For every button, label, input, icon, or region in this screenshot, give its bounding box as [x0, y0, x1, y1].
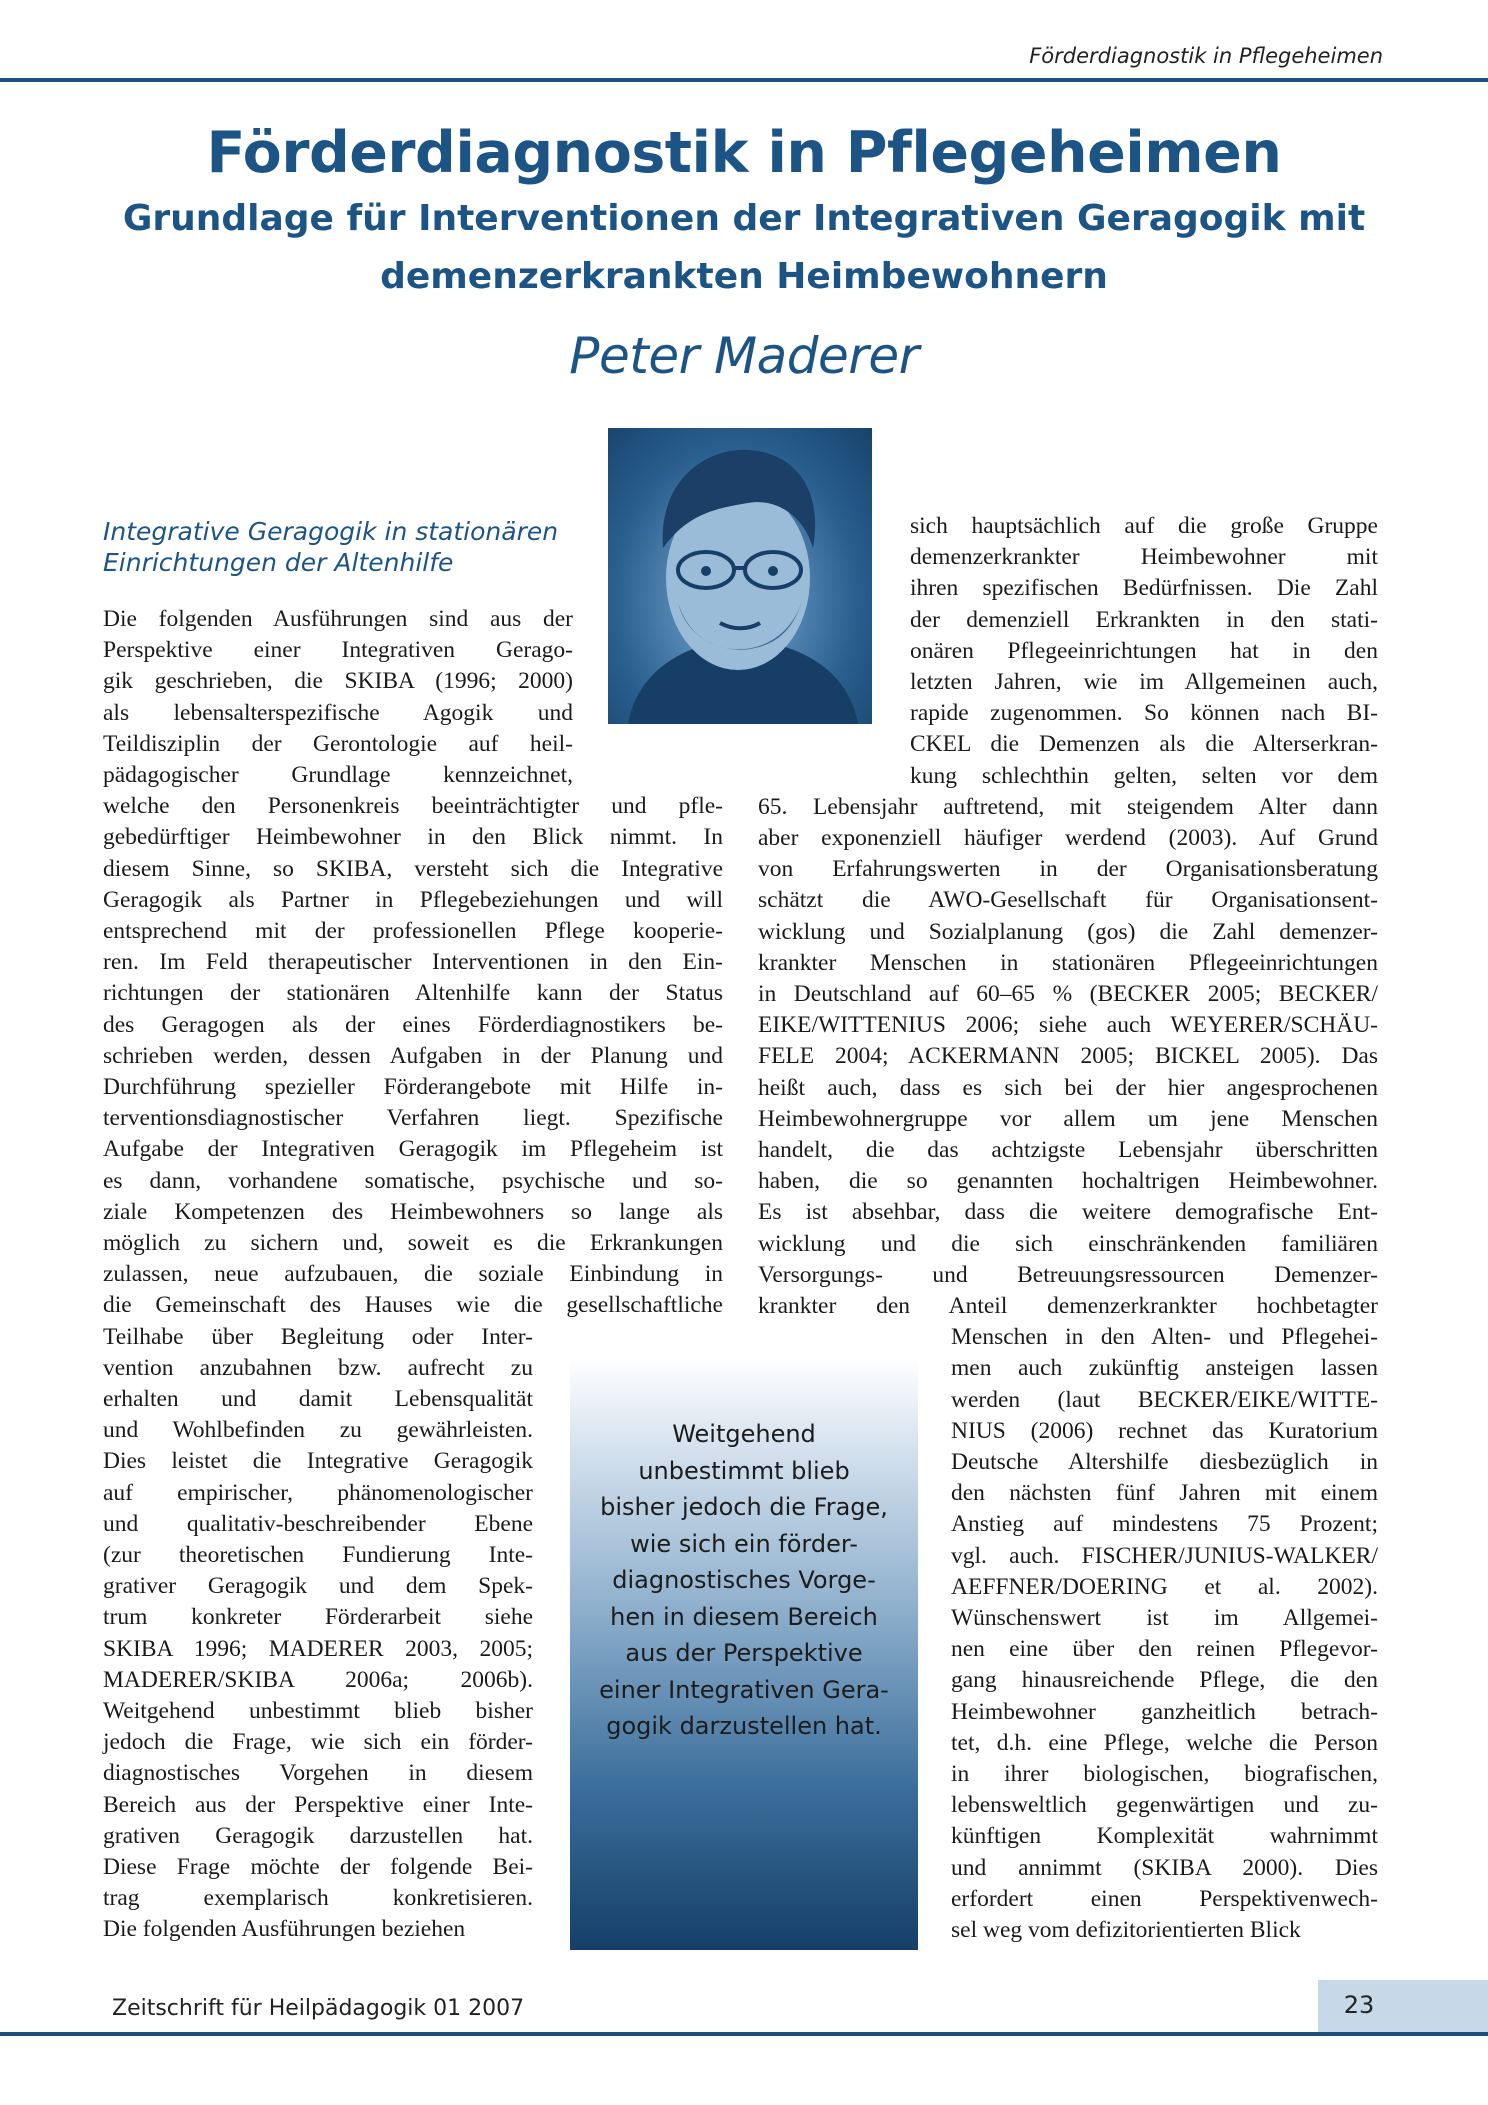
- text-line: AEFFNER/DOERING et al. 2002).: [951, 1573, 1378, 1600]
- text-line: die Gemeinschaft des Hauses wie die gesellschaftliche: [103, 1292, 723, 1319]
- text-line: Heimbewohner ganzheitlich betrach-: [951, 1698, 1378, 1725]
- text-line: pädagogischer Grundlage kennzeichnet,: [103, 762, 573, 788]
- text-line: auf empirischer, phänomenologischer: [103, 1479, 533, 1506]
- text-line: erfordert einen Perspektivenwech-: [951, 1885, 1378, 1912]
- text-line: gang hinausreichende Pflege, die den: [951, 1667, 1378, 1694]
- section-heading: [103, 516, 573, 578]
- text-line: Versorgungs- und Betreuungsressourcen Demenzer-: [758, 1261, 1378, 1288]
- text-line: möglich zu sichern und, soweit es die Erkrankungen: [103, 1230, 723, 1256]
- text-line: und qualitativ-beschreibender Ebene: [103, 1510, 533, 1537]
- text-line: und Wohlbefinden zu gewährleisten.: [103, 1417, 533, 1444]
- pull-quote-line: wie sich ein förder-: [630, 1529, 858, 1558]
- pull-quote-line: aus der Perspektive: [625, 1639, 863, 1667]
- author-portrait: [608, 428, 872, 724]
- text-line: gik geschrieben, die SKIBA (1996; 2000): [103, 668, 573, 695]
- text-line: jedoch die Frage, wie sich ein förder-: [103, 1729, 533, 1756]
- text-line: schrieben werden, dessen Aufgaben in der Planung und: [103, 1042, 723, 1069]
- text-line: terventionsdiagnostischer Verfahren liegt. Spezifische: [103, 1105, 723, 1132]
- header-rule: [0, 78, 1488, 82]
- text-line: tet, d.h. eine Pflege, welche die Person: [951, 1729, 1378, 1756]
- text-line: FELE 2004; ACKERMANN 2005; BICKEL 2005). Das: [758, 1043, 1378, 1070]
- text-line: letzten Jahren, wie im Allgemeinen auch,: [910, 669, 1378, 695]
- section-heading-line: Integrative Geragogik in stationären: [103, 517, 559, 546]
- text-line: handelt, die das achtzigste Lebensjahr überschritten: [758, 1137, 1378, 1163]
- text-line: in Deutschland auf 60–65 % (BECKER 2005; BECKER/: [758, 981, 1378, 1007]
- text-line: entsprechend mit der professionellen Pflege kooperie-: [103, 918, 723, 944]
- text-line: ziale Kompetenzen des Heimbewohners so lange als: [103, 1198, 723, 1225]
- text-line: erhalten und damit Lebensqualität: [103, 1386, 533, 1412]
- text-line: Heimbewohnergruppe vor allem um jene Menschen: [758, 1105, 1378, 1132]
- text-line: (zur theoretischen Fundierung Inte-: [103, 1542, 533, 1568]
- text-line: den nächsten fünf Jahren mit einem: [951, 1480, 1378, 1507]
- text-line: krankter den Anteil demenzerkrankter hochbetagter: [758, 1293, 1378, 1319]
- text-line: Deutsche Altershilfe diesbezüglich in: [951, 1449, 1378, 1475]
- text-line: Wünschenswert ist im Allgemei-: [951, 1605, 1378, 1631]
- text-line: von Erfahrungswerten in der Organisationsberatung: [758, 856, 1378, 883]
- main-title: Förderdiagnostik in Pflegeheimen: [206, 120, 1282, 186]
- text-line: demenzerkrankter Heimbewohner mit: [910, 544, 1378, 571]
- journal-footer: Zeitschrift für Heilpädagogik 01 2007: [112, 1996, 525, 2021]
- text-line: men auch zukünftig ansteigen lassen: [951, 1355, 1378, 1382]
- author-name: Peter Maderer: [569, 327, 919, 385]
- pull-quote-line: unbestimmt blieb: [638, 1456, 850, 1485]
- text-line: trum konkreter Förderarbeit siehe: [103, 1604, 533, 1631]
- text-line: Weitgehend unbestimmt blieb bisher: [103, 1698, 533, 1724]
- text-line: ihren spezifischen Bedürfnissen. Die Zahl: [910, 575, 1378, 602]
- text-line: Diese Frage möchte der folgende Bei-: [103, 1854, 533, 1880]
- text-line: kung schlechthin gelten, selten vor dem: [910, 762, 1378, 789]
- text-line: diagnostisches Vorgehen in diesem: [103, 1760, 533, 1787]
- text-line: CKEL die Demenzen als die Alterserkran-: [910, 731, 1378, 758]
- text-line: nen eine über den reinen Pflegevor-: [951, 1636, 1378, 1663]
- text-line: Dies leistet die Integrative Geragogik: [103, 1448, 533, 1475]
- text-line: zulassen, neue aufzubauen, die soziale Einbindung in: [103, 1261, 723, 1288]
- text-line: sel weg vom defizitorientierten Blick: [951, 1917, 1301, 1943]
- text-line: haben, die so genannten hochaltrigen Heimbewohner.: [758, 1168, 1378, 1195]
- text-line: Anstieg auf mindestens 75 Prozent;: [951, 1511, 1378, 1538]
- text-line: sich hauptsächlich auf die große Gruppe: [910, 513, 1378, 539]
- subtitle-line: demenzerkrankten Heimbewohnern: [380, 256, 1108, 297]
- text-line: werden (laut BECKER/EIKE/WITTE-: [951, 1386, 1378, 1413]
- text-line: Menschen in den Alten- und Pflegehei-: [951, 1324, 1378, 1351]
- text-line: trag exemplarisch konkretisieren.: [103, 1885, 533, 1912]
- subtitle: [0, 190, 1488, 306]
- text-line: krankter Menschen in stationären Pflegeeinrichtungen: [758, 949, 1378, 976]
- text-line: NIUS (2006) rechnet das Kuratorium: [951, 1417, 1378, 1444]
- text-line: grativen Geragogik darzustellen hat.: [103, 1822, 533, 1849]
- text-line: schätzt die AWO-Gesellschaft für Organisationsent-: [758, 887, 1378, 914]
- pull-quote-line: hen in diesem Bereich: [610, 1602, 878, 1631]
- text-line: es dann, vorhandene somatische, psychische und so-: [103, 1167, 723, 1194]
- text-line: rapide zugenommen. So können nach BI-: [910, 700, 1378, 727]
- text-line: Teilhabe über Begleitung oder Inter-: [103, 1323, 533, 1350]
- pull-quote-line: diagnostisches Vorge-: [612, 1566, 876, 1594]
- subtitle-line: Grundlage für Interventionen der Integrativen Geragogik mit: [122, 198, 1366, 239]
- text-line: 65. Lebensjahr auftretend, mit steigendem Alter dann: [758, 793, 1378, 820]
- text-line: richtungen der stationären Altenhilfe kann der Status: [103, 980, 723, 1007]
- text-line: Es ist absehbar, dass die weitere demografische Ent-: [758, 1199, 1378, 1226]
- text-line: Perspektive einer Integrativen Gerago-: [103, 637, 573, 664]
- text-line: Die folgenden Ausführungen beziehen: [103, 1916, 466, 1943]
- text-line: MADERER/SKIBA 2006a; 2006b).: [103, 1666, 533, 1693]
- text-line: und annimmt (SKIBA 2000). Dies: [951, 1854, 1378, 1881]
- text-line: welche den Personenkreis beeinträchtigter und pfle-: [103, 793, 723, 820]
- section-heading-line: Einrichtungen der Altenhilfe: [103, 548, 454, 577]
- text-line: gebedürftiger Heimbewohner in den Blick nimmt. In: [103, 824, 723, 851]
- text-line: vention anzubahnen bzw. aufrecht zu: [103, 1354, 533, 1381]
- text-line: Durchführung spezieller Förderangebote mit Hilfe in-: [103, 1074, 723, 1100]
- text-line: grativer Geragogik und dem Spek-: [103, 1573, 533, 1600]
- pull-quote: [583, 1416, 905, 1745]
- title-block: [0, 118, 1488, 388]
- pull-quote-line: Weitgehend: [672, 1420, 816, 1448]
- text-line: in ihrer biologischen, biografischen,: [951, 1761, 1378, 1787]
- text-line: onären Pflegeeinrichtungen hat in den: [910, 637, 1378, 664]
- text-line: Die folgenden Ausführungen sind aus der: [103, 606, 573, 632]
- text-line: wicklung und die sich einschränkenden familiären: [758, 1230, 1378, 1257]
- text-line: Teildisziplin der Gerontologie auf heil-: [103, 730, 573, 757]
- text-line: heißt auch, dass es sich bei der hier angesprochenen: [758, 1074, 1378, 1101]
- pull-quote-line: bisher jedoch die Frage,: [600, 1493, 888, 1521]
- text-line: SKIBA 1996; MADERER 2003, 2005;: [103, 1635, 533, 1662]
- text-line: ren. Im Feld therapeutischer Interventionen in den Ein-: [103, 949, 723, 976]
- text-line: Geragogik als Partner in Pflegebeziehungen und will: [103, 886, 723, 913]
- text-line: wicklung und Sozialplanung (gos) die Zahl demenzer-: [758, 918, 1378, 945]
- text-line: Aufgabe der Integrativen Geragogik im Pflegeheim ist: [103, 1136, 723, 1163]
- text-line: vgl. auch. FISCHER/JUNIUS-WALKER/: [951, 1542, 1378, 1569]
- text-line: der demenziell Erkrankten in den stati-: [910, 606, 1378, 633]
- text-line: Bereich aus der Perspektive einer Inte-: [103, 1791, 533, 1818]
- text-line: lebensweltlich gegenwärtigen und zu-: [951, 1792, 1378, 1819]
- footer-rule: [0, 2032, 1488, 2036]
- page-number: 23: [1343, 1991, 1375, 2019]
- pull-quote-line: gogik darzustellen hat.: [606, 1712, 882, 1740]
- text-line: diesem Sinne, so SKIBA, versteht sich die Integrative: [103, 855, 723, 882]
- text-line: EIKE/WITTENIUS 2006; siehe auch WEYERER/SCHÄU-: [758, 1012, 1378, 1039]
- text-line: als lebensalterspezifische Agogik und: [103, 699, 573, 726]
- text-line: des Geragogen als der eines Förderdiagnostikers be-: [103, 1011, 723, 1038]
- pull-quote-line: einer Integrativen Gera-: [599, 1675, 889, 1704]
- text-line: aber exponenziell häufiger werdend (2003). Auf Grund: [758, 825, 1378, 851]
- text-line: künftigen Komplexität wahrnimmt: [951, 1823, 1378, 1850]
- running-header: Förderdiagnostik in Pflegeheimen: [1029, 44, 1383, 68]
